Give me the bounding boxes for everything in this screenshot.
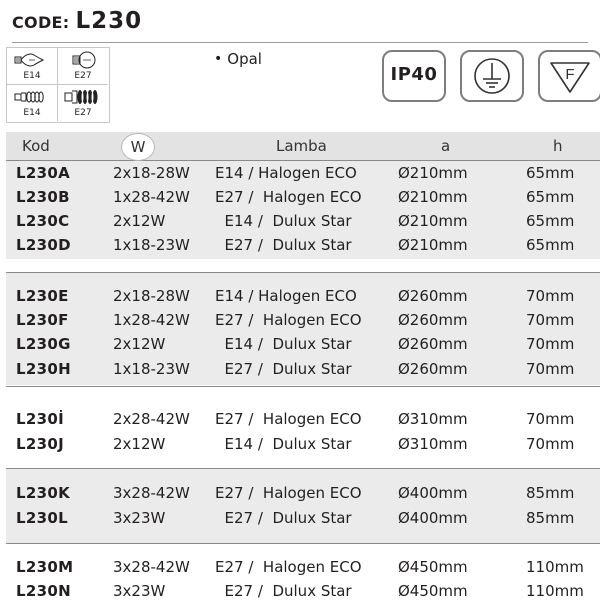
- cell-a: Ø210mm: [398, 188, 468, 206]
- code-label: CODE:: [12, 13, 70, 32]
- lamp-icon-cell: [58, 85, 108, 121]
- cell-kod: L230M: [16, 558, 74, 576]
- cell-h: 110mm: [526, 582, 584, 600]
- cell-lamba: E27 / Halogen ECO: [215, 484, 362, 502]
- cell-lamba: E27 / Halogen ECO: [215, 410, 362, 428]
- cell-kod: L230B: [16, 188, 70, 206]
- cell-lamba: E14 / Dulux Star: [215, 335, 352, 353]
- product-code-title: [12, 8, 142, 42]
- col-header-kod: Kod: [22, 137, 50, 155]
- cell-lamba: E14 / Dulux Star: [215, 212, 352, 230]
- table-row: [6, 308, 600, 332]
- table-group: [6, 161, 600, 259]
- col-header-a: a: [441, 137, 451, 155]
- material-note: [214, 50, 262, 68]
- cell-a: Ø210mm: [398, 236, 468, 254]
- cell-a: Ø260mm: [398, 287, 468, 305]
- candle-bulb-icon: [7, 48, 57, 72]
- lamp-icon-cell: [58, 48, 108, 85]
- cell-h: 70mm: [526, 360, 575, 378]
- cell-kod: L230F: [16, 311, 69, 329]
- cell-kod: L230G: [16, 335, 71, 353]
- cell-w: 2x28-42W: [113, 410, 190, 428]
- table-group: [6, 387, 600, 459]
- cell-lamba: E27 / Halogen ECO: [215, 311, 362, 329]
- cell-w: 2x18-28W: [113, 287, 190, 305]
- cell-kod: L230L: [16, 509, 68, 527]
- cell-w: 2x12W: [113, 335, 166, 353]
- cell-lamba: E14 / Halogen ECO: [215, 164, 357, 182]
- lamp-icon-cell: [7, 85, 58, 121]
- table-row: [6, 209, 600, 233]
- col-header-w: W: [121, 133, 155, 161]
- cell-w: 3x28-42W: [113, 484, 190, 502]
- cell-h: 110mm: [526, 558, 584, 576]
- table-row: [6, 284, 600, 308]
- cell-w: 2x12W: [113, 212, 166, 230]
- table-row: [6, 357, 600, 381]
- title-divider: [12, 42, 588, 43]
- cell-h: 85mm: [526, 509, 575, 527]
- cell-h: 70mm: [526, 335, 575, 353]
- cell-lamba: E27 / Halogen ECO: [215, 188, 362, 206]
- cell-lamba: E14 / Dulux Star: [215, 435, 352, 453]
- small-spiral-bulb-icon: [7, 85, 57, 109]
- lamp-icon-label: E27: [74, 108, 92, 118]
- cell-w: 2x12W: [113, 435, 166, 453]
- cell-w: 1x28-42W: [113, 311, 190, 329]
- bullet-icon: •: [214, 51, 223, 67]
- earth-ground-badge: [460, 50, 524, 102]
- lamp-icon-cell: [7, 48, 58, 85]
- table-group: [6, 273, 600, 385]
- table-group: [6, 544, 600, 600]
- f-mark-triangle-icon: [540, 52, 600, 100]
- table-row: [6, 407, 600, 431]
- cell-a: Ø400mm: [398, 484, 468, 502]
- cell-a: Ø450mm: [398, 582, 468, 600]
- cell-h: 70mm: [526, 311, 575, 329]
- lamp-icon-label: E14: [23, 108, 41, 118]
- cell-kod: L230N: [16, 582, 71, 600]
- col-header-lamba: Lamba: [276, 137, 327, 155]
- ip-rating-badge: [382, 50, 446, 102]
- cell-h: 85mm: [526, 484, 575, 502]
- material-label: Opal: [227, 50, 262, 68]
- globe-bulb-icon: [58, 48, 108, 72]
- table-group: [6, 469, 600, 543]
- cell-h: 70mm: [526, 410, 575, 428]
- cell-kod: L230H: [16, 360, 71, 378]
- cell-h: 65mm: [526, 164, 575, 182]
- table-row: [6, 555, 600, 579]
- lamp-icon-label: E27: [74, 71, 92, 81]
- cell-w: 1x18-23W: [113, 236, 190, 254]
- cell-h: 65mm: [526, 212, 575, 230]
- cell-w: 1x28-42W: [113, 188, 190, 206]
- cell-kod: L230C: [16, 212, 70, 230]
- table-header: [6, 132, 600, 161]
- col-header-h: h: [553, 137, 563, 155]
- cell-a: Ø260mm: [398, 360, 468, 378]
- cell-w: 3x28-42W: [113, 558, 190, 576]
- table-row: [6, 506, 600, 530]
- cell-a: Ø210mm: [398, 212, 468, 230]
- cell-w: 1x18-23W: [113, 360, 190, 378]
- cell-w: 2x18-28W: [113, 164, 190, 182]
- cell-kod: L230D: [16, 236, 71, 254]
- cell-lamba: E27 / Dulux Star: [215, 509, 352, 527]
- cell-a: Ø260mm: [398, 335, 468, 353]
- table-row: [6, 481, 600, 505]
- cell-w: 3x23W: [113, 582, 166, 600]
- lamp-socket-icons: [6, 47, 110, 123]
- cell-kod: L230J: [16, 435, 64, 453]
- table-row: [6, 233, 600, 257]
- table-row: [6, 332, 600, 356]
- cell-w: 3x23W: [113, 509, 166, 527]
- cell-a: Ø310mm: [398, 410, 468, 428]
- cell-kod: L230K: [16, 484, 70, 502]
- cell-a: Ø210mm: [398, 164, 468, 182]
- cell-lamba: E14 / Halogen ECO: [215, 287, 357, 305]
- table-row: [6, 579, 600, 603]
- cell-a: Ø260mm: [398, 311, 468, 329]
- lamp-icon-label: E14: [23, 71, 41, 81]
- cell-kod: L230A: [16, 164, 70, 182]
- cell-h: 65mm: [526, 188, 575, 206]
- cell-lamba: E27 / Dulux Star: [215, 582, 352, 600]
- cell-lamba: E27 / Dulux Star: [215, 236, 352, 254]
- cell-lamba: E27 / Halogen ECO: [215, 558, 362, 576]
- ip-rating-text: IP40: [390, 64, 438, 85]
- cell-a: Ø450mm: [398, 558, 468, 576]
- table-row: [6, 161, 600, 185]
- cell-kod: L230İ: [16, 410, 64, 428]
- cell-h: 65mm: [526, 236, 575, 254]
- cell-h: 70mm: [526, 435, 575, 453]
- spiral-bulb-icon: [58, 85, 108, 109]
- earth-ground-icon: [462, 52, 522, 100]
- table-row: [6, 185, 600, 209]
- table-row: [6, 432, 600, 456]
- cell-kod: L230E: [16, 287, 69, 305]
- cell-lamba: E27 / Dulux Star: [215, 360, 352, 378]
- code-value: L230: [75, 8, 143, 34]
- cell-a: Ø400mm: [398, 509, 468, 527]
- f-mark-badge: [538, 50, 600, 102]
- f-mark-letter: F: [565, 66, 575, 83]
- cell-h: 70mm: [526, 287, 575, 305]
- cell-a: Ø310mm: [398, 435, 468, 453]
